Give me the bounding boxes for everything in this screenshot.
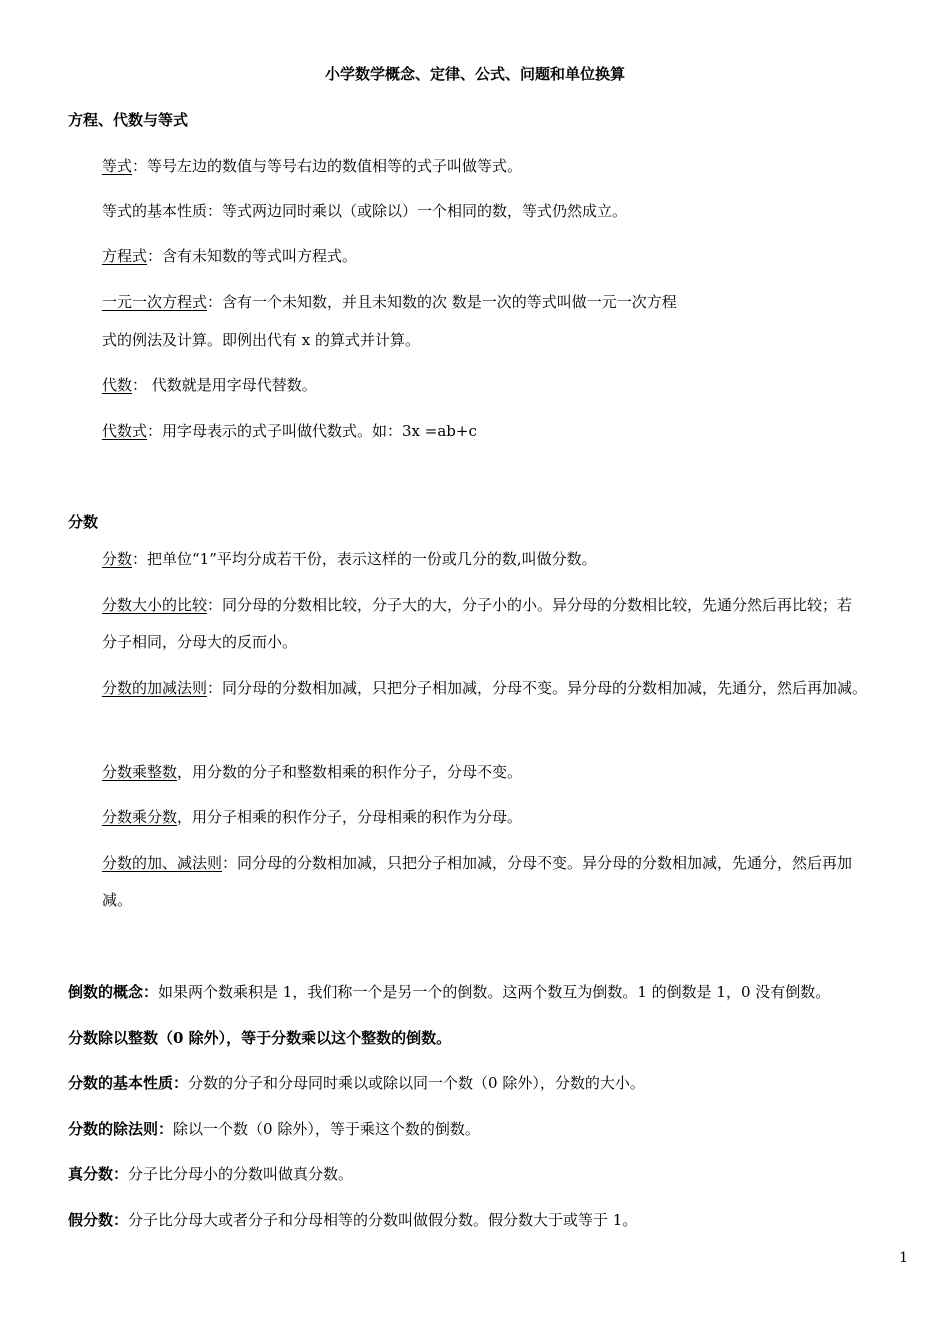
definition-text: ：用字母表示的式子叫做代数式。如：3x =ab+c	[147, 422, 477, 440]
term: 等式	[102, 157, 133, 175]
definition-fraction-comparison	[102, 595, 852, 615]
term: 分数	[102, 550, 133, 568]
definition-text: 如果两个数乘积是 1，我们称一个是另一个的倒数。这两个数互为倒数。1 的倒数是 1，0 没有倒数。	[158, 983, 831, 1001]
term: 倒数的概念：	[68, 983, 159, 1001]
section-heading-equations: 方程、代数与等式	[68, 111, 189, 129]
term: 分数的基本性质：	[68, 1074, 189, 1092]
term: 分数的加、减法则	[102, 854, 223, 872]
definition-algebraic-expression	[102, 421, 477, 441]
definition-text: 除以一个数（0 除外），等于乘这个数的倒数。	[173, 1120, 480, 1138]
term: 分数的除法则：	[68, 1120, 174, 1138]
definition-text: 分子比分母大或者分子和分母相等的分数叫做假分数。假分数大于或等于 1。	[128, 1211, 638, 1229]
term: 假分数：	[68, 1211, 129, 1229]
definition-text: 分子比分母小的分数叫做真分数。	[128, 1165, 354, 1183]
definition-linear-equation	[102, 292, 677, 312]
definition-equation	[102, 246, 357, 266]
term: 代数式	[102, 422, 148, 440]
page-number: 1	[899, 1250, 908, 1266]
definition-linear-equation-continued: 式的例法及计算。即例出代有 x 的算式并计算。	[102, 331, 420, 349]
definition-text: ：同分母的分数相加减，只把分子相加减，分母不变。异分母的分数相加减，先通分，然后再加减。	[207, 679, 868, 697]
term: 分数除以整数（0 除外），等于分数乘以这个整数的倒数。	[68, 1029, 452, 1047]
definition-improper-fraction	[68, 1210, 637, 1230]
definition-text: ，用分子相乘的积作分子，分母相乘的积作为分母。	[177, 808, 523, 826]
definition-reciprocal	[68, 982, 830, 1002]
definition-equality-property	[102, 201, 627, 221]
definition-algebra	[102, 375, 317, 395]
term: 分数乘分数	[102, 808, 178, 826]
definition-text: ： 代数就是用字母代替数。	[132, 376, 317, 394]
definition-text: ：等号左边的数值与等号右边的数值相等的式子叫做等式。	[132, 157, 523, 175]
definition-equality	[102, 156, 522, 176]
definition-fraction-basic-property	[68, 1073, 645, 1093]
term: 代数	[102, 376, 133, 394]
rule-fraction-divide-integer	[68, 1028, 451, 1048]
term: 分数的加减法则	[102, 679, 208, 697]
term: 方程式	[102, 247, 148, 265]
document-title: 小学数学概念、定律、公式、问题和单位换算	[324, 65, 625, 83]
definition-text: ：把单位“1”平均分成若干份，表示这样的一份或几分的数,叫做分数。	[132, 550, 597, 568]
definition-proper-fraction	[68, 1164, 353, 1184]
term: 分数大小的比较	[102, 596, 208, 614]
definition-fraction	[102, 549, 597, 569]
section-heading-fractions: 分数	[68, 513, 99, 531]
definition-fraction-add-subtract-rule	[102, 853, 852, 873]
definition-fraction-division-rule	[68, 1119, 480, 1139]
definition-fraction-comparison-continued: 分子相同，分母大的反而小。	[102, 633, 298, 651]
term: 分数乘整数	[102, 763, 178, 781]
term: 真分数：	[68, 1165, 129, 1183]
definition-text: 分数的分子和分母同时乘以或除以同一个数（0 除外），分数的大小。	[188, 1074, 645, 1092]
definition-fraction-times-fraction	[102, 807, 522, 827]
definition-fraction-add-subtract	[102, 678, 867, 698]
definition-text: ，用分数的分子和整数相乘的积作分子，分母不变。	[177, 763, 523, 781]
definition-text: ：含有未知数的等式叫方程式。	[147, 247, 358, 265]
definition-text: ：含有一个未知数，并且未知数的次 数是一次的等式叫做一元一次方程	[207, 293, 677, 311]
definition-text: ：同分母的分数相加减，只把分子相加减，分母不变。异分母的分数相加减，先通分，然后再加	[222, 854, 853, 872]
definition-fraction-times-integer	[102, 762, 522, 782]
term: 一元一次方程式	[102, 293, 208, 311]
definition-text: ：同分母的分数相比较，分子大的大，分子小的小。异分母的分数相比较，先通分然后再比较；若	[207, 596, 853, 614]
definition-fraction-add-subtract-rule-continued: 减。	[102, 891, 133, 909]
definition-text: 等式的基本性质：等式两边同时乘以（或除以）一个相同的数，等式仍然成立。	[102, 202, 628, 220]
